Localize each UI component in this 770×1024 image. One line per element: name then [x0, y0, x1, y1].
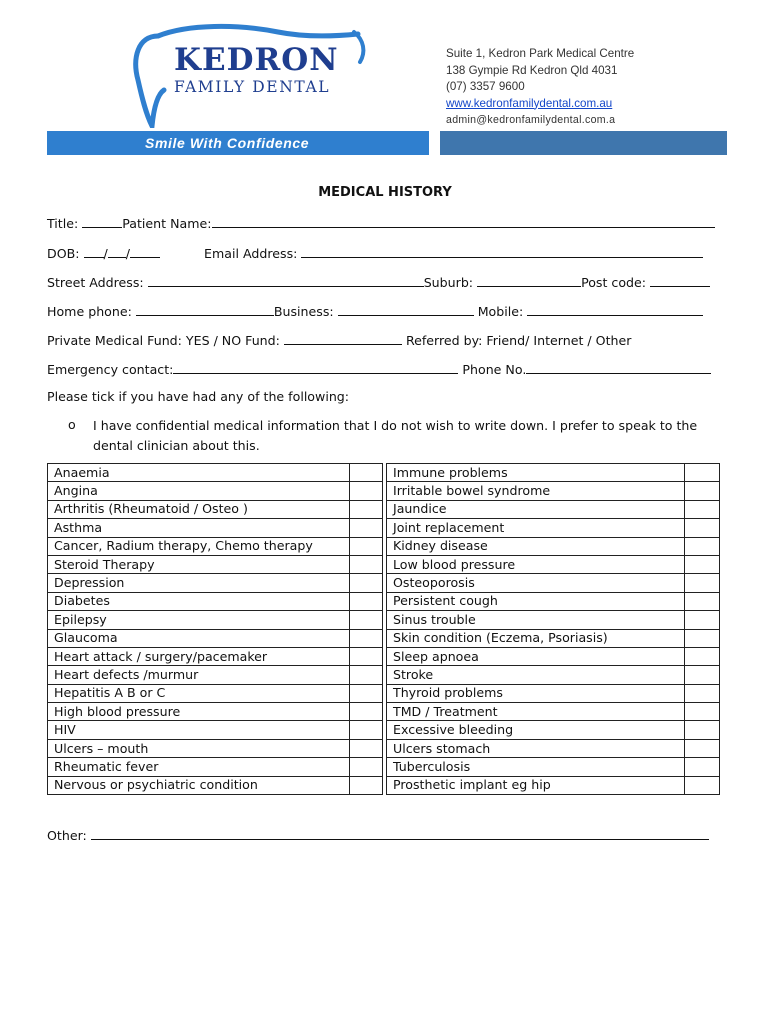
banner-right-block	[440, 131, 727, 155]
logo-subtitle: FAMILY DENTAL	[174, 78, 331, 96]
patient-name-field[interactable]	[212, 214, 715, 228]
patient-name-label: Patient Name:	[122, 216, 212, 231]
postcode-label: Post code:	[581, 275, 647, 290]
practice-address	[446, 46, 634, 129]
home-phone-label: Home phone:	[47, 304, 132, 319]
condition-tick-box[interactable]	[350, 721, 383, 739]
title-label: Title:	[47, 216, 79, 231]
dob-separator: /	[125, 246, 131, 261]
condition-label: Epilepsy	[48, 611, 350, 629]
condition-label: Stroke	[387, 666, 685, 684]
condition-tick-box[interactable]	[350, 776, 383, 794]
condition-tick-box[interactable]	[685, 776, 720, 794]
row-address	[47, 273, 710, 290]
condition-label: Cancer, Radium therapy, Chemo therapy	[48, 537, 350, 555]
condition-tick-box[interactable]	[685, 537, 720, 555]
condition-tick-box[interactable]	[685, 666, 720, 684]
table-row	[48, 574, 720, 592]
table-row	[48, 739, 720, 757]
other-field[interactable]	[91, 826, 709, 840]
referred-by-label: Referred by: Friend/ Internet / Other	[405, 333, 632, 348]
email-field[interactable]	[301, 244, 703, 258]
medical-fund-label: Private Medical Fund: YES / NO Fund:	[47, 333, 280, 348]
emergency-contact-field[interactable]	[173, 360, 458, 374]
condition-tick-box[interactable]	[685, 574, 720, 592]
condition-label: Excessive bleeding	[387, 721, 685, 739]
condition-tick-box[interactable]	[350, 574, 383, 592]
other-label: Other:	[47, 828, 87, 843]
mobile-field[interactable]	[527, 302, 703, 316]
dob-month-field[interactable]	[108, 244, 126, 258]
address-line-2: 138 Gympie Rd Kedron Qld 4031	[446, 63, 618, 77]
condition-label: Thyroid problems	[387, 684, 685, 702]
table-row	[48, 776, 720, 794]
dob-label: DOB:	[47, 246, 80, 261]
dob-year-field[interactable]	[130, 244, 160, 258]
condition-tick-box[interactable]	[350, 464, 383, 482]
condition-tick-box[interactable]	[685, 703, 720, 721]
condition-label: Immune problems	[387, 464, 685, 482]
condition-tick-box[interactable]	[685, 611, 720, 629]
table-row	[48, 482, 720, 500]
condition-tick-box[interactable]	[685, 721, 720, 739]
row-phones	[47, 302, 703, 319]
condition-label: Tuberculosis	[387, 758, 685, 776]
fund-field[interactable]	[284, 331, 402, 345]
condition-tick-box[interactable]	[350, 629, 383, 647]
condition-label: Rheumatic fever	[48, 758, 350, 776]
condition-label: Ulcers – mouth	[48, 739, 350, 757]
table-row	[48, 555, 720, 573]
table-row	[48, 703, 720, 721]
emergency-contact-label: Emergency contact:	[47, 362, 174, 377]
condition-tick-box[interactable]	[685, 629, 720, 647]
condition-tick-box[interactable]	[685, 684, 720, 702]
tagline: Smile With Confidence	[145, 135, 310, 151]
condition-tick-box[interactable]	[350, 739, 383, 757]
condition-label: Low blood pressure	[387, 555, 685, 573]
condition-label: Anaemia	[48, 464, 350, 482]
condition-label: Nervous or psychiatric condition	[48, 776, 350, 794]
condition-label: Joint replacement	[387, 519, 685, 537]
address-line-1: Suite 1, Kedron Park Medical Centre	[446, 47, 635, 60]
condition-label: Steroid Therapy	[48, 555, 350, 573]
conditions-table	[47, 463, 720, 795]
business-label: Business:	[273, 304, 334, 319]
website-link[interactable]: www.kedronfamilydental.com.au	[446, 96, 613, 110]
bullet-icon: o	[68, 417, 76, 432]
table-row	[48, 611, 720, 629]
condition-label: Sleep apnoea	[387, 647, 685, 665]
condition-label: HIV	[48, 721, 350, 739]
condition-label: Heart defects /murmur	[48, 666, 350, 684]
condition-tick-box[interactable]	[685, 464, 720, 482]
logo-wordmark: KEDRON	[174, 42, 339, 78]
condition-tick-box[interactable]	[350, 611, 383, 629]
mobile-label: Mobile:	[477, 304, 524, 319]
kedron-logo	[128, 18, 368, 128]
condition-tick-box[interactable]	[685, 758, 720, 776]
title-field[interactable]	[82, 214, 122, 228]
condition-label: Skin condition (Eczema, Psoriasis)	[387, 629, 685, 647]
condition-tick-box[interactable]	[350, 758, 383, 776]
row-emergency	[47, 360, 711, 377]
condition-label: Diabetes	[48, 592, 350, 610]
suburb-field[interactable]	[477, 273, 581, 287]
condition-tick-box[interactable]	[685, 739, 720, 757]
table-row	[48, 500, 720, 518]
table-row	[48, 537, 720, 555]
condition-tick-box[interactable]	[685, 519, 720, 537]
condition-tick-box[interactable]	[350, 647, 383, 665]
condition-tick-box[interactable]	[350, 537, 383, 555]
condition-label: Ulcers stomach	[387, 739, 685, 757]
condition-tick-box[interactable]	[685, 592, 720, 610]
table-row	[48, 592, 720, 610]
condition-tick-box[interactable]	[350, 666, 383, 684]
condition-label: Angina	[48, 482, 350, 500]
suburb-label: Suburb:	[423, 275, 474, 290]
condition-label: Arthritis (Rheumatoid / Osteo )	[48, 500, 350, 518]
tagline-banner	[47, 131, 429, 155]
condition-tick-box[interactable]	[350, 703, 383, 721]
table-row	[48, 519, 720, 537]
condition-tick-box[interactable]	[350, 500, 383, 518]
condition-label: Asthma	[48, 519, 350, 537]
table-row	[48, 666, 720, 684]
condition-tick-box[interactable]	[350, 482, 383, 500]
condition-label: Prosthetic implant eg hip	[387, 776, 685, 794]
phone-number: (07) 3357 9600	[446, 80, 525, 93]
condition-label: Osteoporosis	[387, 574, 685, 592]
tick-instruction: Please tick if you have had any of the following:	[47, 389, 350, 404]
condition-tick-box[interactable]	[350, 555, 383, 573]
condition-label: Kidney disease	[387, 537, 685, 555]
table-row	[48, 464, 720, 482]
row-dob-email	[47, 244, 703, 261]
email-address: admin@kedronfamilydental.com.a	[446, 114, 616, 126]
emergency-phone-field[interactable]	[526, 360, 711, 374]
condition-label: Sinus trouble	[387, 611, 685, 629]
phone-no-label: Phone No.	[462, 362, 527, 377]
condition-tick-box[interactable]	[685, 500, 720, 518]
condition-label: TMD / Treatment	[387, 703, 685, 721]
condition-label: Persistent cough	[387, 592, 685, 610]
email-label: Email Address:	[204, 246, 298, 261]
condition-tick-box[interactable]	[685, 482, 720, 500]
condition-label: Heart attack / surgery/pacemaker	[48, 647, 350, 665]
row-other	[47, 826, 709, 843]
condition-tick-box[interactable]	[685, 647, 720, 665]
condition-label: Irritable bowel syndrome	[387, 482, 685, 500]
table-row	[48, 684, 720, 702]
table-row	[48, 647, 720, 665]
confidential-statement: I have confidential medical information that I do not wish to write down. I prefer to speak to the dental clinician about this.	[93, 418, 698, 453]
row-fund	[47, 331, 631, 348]
row-title-name	[47, 214, 715, 231]
table-row	[48, 721, 720, 739]
dob-separator: /	[103, 246, 108, 261]
condition-tick-box[interactable]	[350, 684, 383, 702]
condition-tick-box[interactable]	[350, 592, 383, 610]
street-address-label: Street Address:	[47, 275, 144, 290]
table-row	[48, 629, 720, 647]
postcode-field[interactable]	[650, 273, 710, 287]
dob-day-field[interactable]	[84, 244, 104, 258]
condition-tick-box[interactable]	[685, 555, 720, 573]
condition-label: Hepatitis A B or C	[48, 684, 350, 702]
condition-tick-box[interactable]	[350, 519, 383, 537]
business-phone-field[interactable]	[338, 302, 474, 316]
home-phone-field[interactable]	[136, 302, 274, 316]
condition-label: High blood pressure	[48, 703, 350, 721]
table-row	[48, 758, 720, 776]
condition-label: Jaundice	[387, 500, 685, 518]
street-address-field[interactable]	[148, 273, 424, 287]
form-heading: MEDICAL HISTORY	[318, 185, 452, 200]
condition-label: Depression	[48, 574, 350, 592]
condition-label: Glaucoma	[48, 629, 350, 647]
